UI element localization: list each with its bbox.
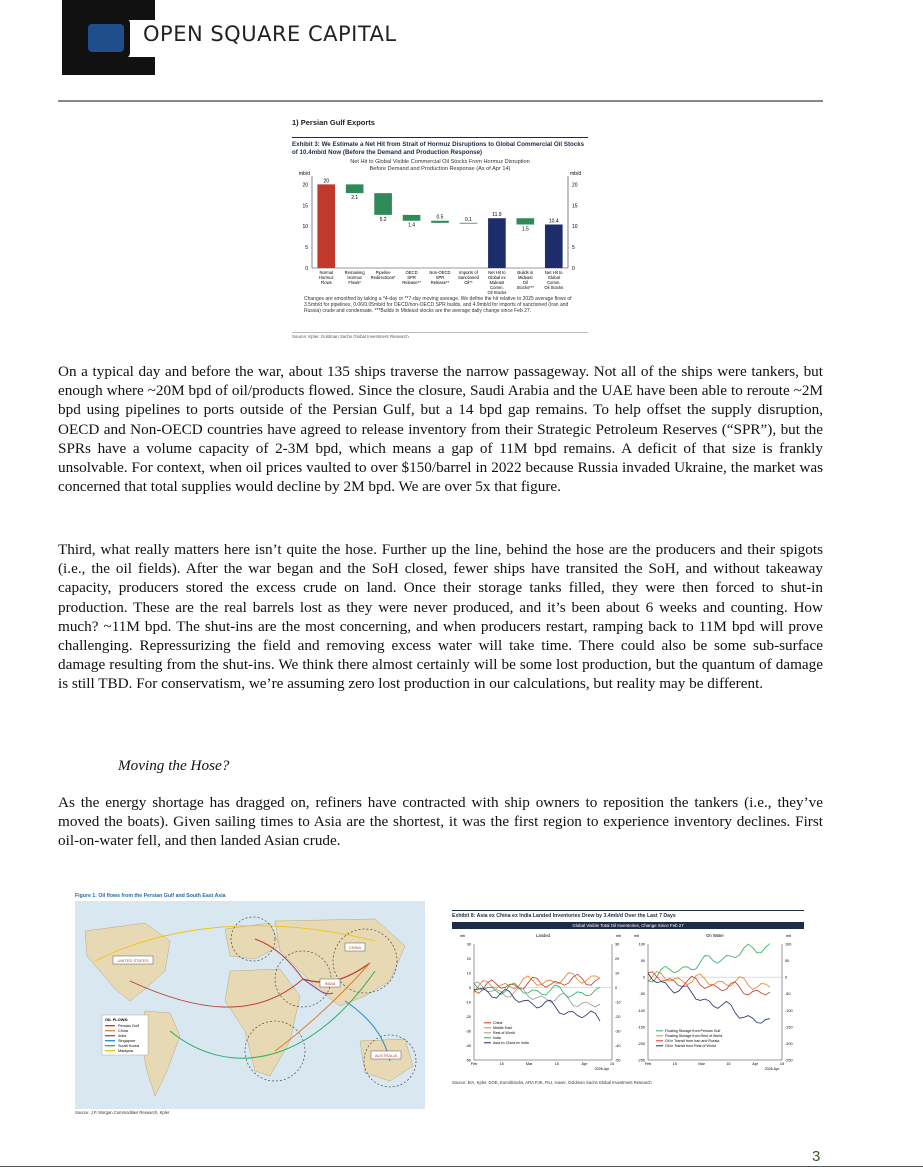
map-label-australia: AUSTRALIA [374,1053,398,1058]
map-legend-label: South Korea [118,1044,140,1048]
y-tick-label-right: -10 [615,1000,621,1005]
paragraph-reposition-tankers: As the energy shortage has dragged on, refiners have contracted with ship owners to reposition the tankers (i.e., they’ve moved the boats). Given sailing times to Asia are the shortest, it was the first region to experience inventory declines. First oil-on-water fell, and then landed Asian crude. [58,794,823,850]
y-tick-label-right: 5 [572,245,575,252]
x-tick-label: Oil Stocks [487,290,507,295]
series-legend-label: Oil in Transit from Rest of World [665,1044,716,1048]
y-tick-label-left: 10 [302,224,308,231]
exhibit-3 [292,118,588,339]
x-tick-label: Mar [525,1062,533,1066]
inventories-figure [452,910,804,1090]
y-axis-left-unit: mb/d [298,171,310,177]
panel-title-on-water: On Water [706,933,724,938]
company-name: OPEN SQUARE CAPITAL [143,22,397,46]
map-legend [102,1015,148,1055]
x-tick-label: Comm. [490,285,504,290]
x-tick-label: SPR [435,275,445,280]
chart-source: Source: Kpler, Goldman Sachs Global Investment Research [292,332,588,339]
series-legend-label: Oil in Transit from Iran and Russia [665,1039,720,1043]
x-tick-label: Sanctioned [457,275,479,280]
y-tick-label-right: -150 [785,1025,793,1030]
y-tick-label-right: 10 [572,224,578,231]
y-tick-label-left: 50 [640,959,645,964]
waterfall-bar [488,218,506,268]
y-tick-label-right: -200 [785,1041,793,1046]
x-tick-label: Release** [402,280,421,285]
map-legend-label: China [118,1029,128,1033]
x-tick-label: 15 [499,1062,504,1066]
x-tick-label: Redirections* [370,275,396,280]
x-tick-label: Mideast [489,280,505,285]
x-tick-label: Global ex [488,275,506,280]
footer-divider [0,1166,923,1167]
waterfall-bar [374,193,392,215]
x-tick-label: Hormuz [318,275,334,280]
y-tick-label-right: -40 [615,1044,621,1048]
page-number: 3 [812,1148,821,1165]
x-tick-label: Apr [581,1062,588,1066]
y-tick-label-left: -150 [637,1025,645,1030]
waterfall-bar [460,223,478,224]
x-tick-label: Flows [320,280,332,285]
y-tick-label-left: -200 [637,1041,645,1046]
y-tick-label-left: -10 [465,1000,471,1005]
inventories-figure-title: Exhibit 8: Asia ex China ex India Landed Inventories Drew by 3.4mb/d Over the Last 7 Days [452,910,804,919]
bar-value-label: 2.1 [351,195,359,202]
chart-subtitle-line2: Before Demand and Production Response (As of Apr 14) [369,165,511,172]
y-tick-label-right: 30 [615,942,620,947]
panel-unit-right: mb [786,934,792,938]
y-tick-label-right: -250 [785,1058,793,1063]
y-tick-label-left: 30 [466,942,471,947]
y-tick-label-left: -50 [465,1058,471,1063]
bar-value-label: 11.9 [492,212,502,219]
x-tick-label: Flows* [348,280,361,285]
section-heading-moving-the-hose: Moving the Hose? [118,757,230,774]
panel-unit-right: mb [616,934,622,938]
map-figure-title: Figure 1: Oil flows from the Persian Gulf and South East Asia [75,893,226,899]
panel-title-landed: Landed [536,933,550,938]
y-tick-label-left: 15 [302,203,308,210]
waterfall-bar [317,184,335,268]
x-tick-label: Feb [470,1062,478,1066]
inventories-chart [452,932,804,1077]
x-tick-label: Non-OECD [429,270,451,275]
map-label-india: INDIA [324,981,336,986]
y-tick-label-right: 0 [615,986,618,990]
y-tick-label-right: -100 [785,1008,793,1013]
x-tick-label: Mar [698,1062,705,1066]
map-legend-label: Malaysia [118,1049,133,1053]
chart-footnote: Changes are smoothed by taking a *4-day or **7-day moving average. We define the hit relative to 2025 average flows of 3.5mb/d for pipelines, 0.06/0.05mb/d for OECD/non-OECD SPR builds, and 4.9mb/d for imports of sanctioned (Iran and Russia) crude and condensate. ***Builds in Mideast stocks are the average daily change since Feb 27. [304,296,572,314]
y-axis-right-unit: mb/d [570,171,582,177]
bar-value-label: 0.1 [464,216,472,223]
x-tick-label: OECD [405,270,418,275]
x-tick-label: 15 [554,1062,559,1066]
world-map [75,901,425,1109]
bar-value-label: 0.5 [436,214,444,221]
y-tick-label-right: 100 [785,942,792,947]
y-tick-label-right: -50 [785,992,791,997]
y-tick-label-right: 20 [572,182,578,189]
y-tick-label-left: -250 [637,1058,645,1063]
y-tick-label-right: 20 [615,957,620,961]
x-tick-label: Comm. [547,280,561,285]
x-tick-label: 15 [726,1062,731,1066]
header-divider [58,100,823,102]
panel-unit-left: mb [634,934,640,938]
series-legend-label: Middle East [493,1026,512,1030]
y-tick-label-right: 10 [615,971,620,976]
x-tick-label: Net Hit to [488,270,506,275]
y-tick-label-left: 10 [466,971,471,976]
y-tick-label-left: 0 [642,975,645,980]
exhibit-title: Exhibit 3: We Estimate a Net Hit from Strait of Hormuz Disruptions to Global Commercial Oil Stocks of 10.4mb/d Now (Before the Demand and Production Response) [292,137,588,156]
waterfall-bar [346,184,364,193]
x-tick-label: Apr [752,1062,759,1066]
x-tick-label: Feb [644,1062,652,1066]
x-tick-label: Release** [430,280,450,285]
panel-unit-left: mb [460,934,466,938]
series-legend-label: Floating Storage from Persian Gulf [665,1029,721,1033]
series-legend-label: Asia ex China ex India [493,1041,529,1045]
waterfall-bar [431,221,449,223]
x-tick-label: Oil [522,280,528,285]
section-heading: 1) Persian Gulf Exports [292,118,375,127]
x-axis-year: 2026-Apr [764,1067,780,1071]
inventories-figure-source: Source: EIA, Kpler, DOE, EuroilStocks, ARA PJK, PAJ, Haver, Goldman Sachs Global Investment Research [452,1080,652,1085]
y-tick-label-right: 50 [785,959,790,964]
y-tick-label-right: -50 [615,1058,621,1063]
y-tick-label-left: -40 [465,1044,471,1048]
map-label-united-states: UNITED STATES [117,958,149,963]
bar-value-label: 5.2 [379,216,387,223]
y-tick-label-left: 20 [302,182,308,189]
y-tick-label-right: -30 [615,1029,621,1034]
x-tick-label: Global [547,275,560,280]
paragraph-producers: Third, what really matters here isn’t quite the hose. Further up the line, behind the hose are the producers and their spigots (i.e., the oil fields). After the war began and the SoH closed, fewer ships have transited the SoH, and without takeaway capacity, producers stored the excess crude on land. Once their storage tanks filled, they were then forced to shut-in production. These are the real barrels lost as they were never produced, and it’s been about 6 weeks and counting. How much? ~11M bpd. The shut-ins are the most concerning, and when producers restart, ramping back to 11M bpd will prove challenging. Repressurizing the field and removing excess water will take time. There could also be some sub-surface damage resulting from the shut-ins. We think there almost certainly will be some lost production, but the quantum of damage is still TBD. For conservatism, we’re assuming zero lost production in our calculations, but reality may be different. [58,541,823,693]
x-tick-label: Hormuz [347,275,363,280]
x-tick-label: Imports of [459,270,478,275]
x-tick-label: 15 [672,1062,677,1066]
series-legend-label: Floating Storage from Rest of World [665,1034,723,1038]
series-line [648,944,770,983]
map-label-china: CHINA [348,945,362,950]
bar-value-label: 1.5 [521,226,529,233]
y-tick-label-right: -20 [615,1015,621,1019]
x-tick-label: Pipeline [375,270,391,275]
map-legend-label: Persian Gulf [118,1024,139,1028]
paragraph-strait-flows: On a typical day and before the war, about 135 ships traverse the narrow passageway. Not all of the ships were tankers, but enough where ~20M bpd of oil/products flowed. Since the closure, Saudi Arabia and the UAE have been able to reroute ~2M bpd using pipelines to ports outside of the Persian Gulf, but a 14 bpd gap remains. To help offset the supply disruption, OECD and Non-OECD countries have agreed to release inventory from their Strategic Petroleum Reserves (“SPR”), but the SPRs have a volume capacity of 2-3M bpd, which means a gap of 11M bpd remains. A deficit of that size is frankly unsolvable. For context, when oil prices vaulted to over $150/barrel in 2022 because Russia invaded Ukraine, the market was concerned that total supplies would decline by 2M bpd. We are over 5x that figure. [58,363,823,496]
x-axis-year: 2026-Apr [594,1067,610,1071]
y-tick-label-left: 0 [305,266,308,272]
y-tick-label-left: 20 [466,957,471,961]
x-tick-label: SPR [407,275,416,280]
y-tick-label-right: 15 [572,203,578,210]
y-tick-label-left: -30 [465,1029,471,1034]
x-tick-label: 15 [779,1062,785,1066]
waterfall-bar [403,215,421,221]
series-line [474,982,600,1007]
map-legend-label: Singapore [118,1039,136,1043]
series-legend-label: Rest of World [493,1031,515,1035]
y-tick-label-left: 100 [638,942,645,947]
waterfall-chart [292,165,588,296]
map-legend-label: India [118,1034,127,1038]
series-legend-label: China [493,1021,503,1025]
x-tick-label: Oil** [464,280,473,285]
y-tick-label-right: 0 [572,266,575,272]
x-tick-label: Stocks*** [516,285,535,290]
map-legend-title: OIL FLOWS: [105,1017,129,1022]
x-tick-label: 15 [609,1062,615,1066]
y-tick-label-left: -50 [639,992,645,997]
bar-value-label: 10.4 [548,218,559,225]
series-legend-label: India [493,1036,501,1040]
x-tick-label: Mideast [517,275,533,280]
y-tick-label-left: 0 [468,986,471,990]
waterfall-bar [517,218,535,224]
x-tick-label: Oil Stocks [544,285,564,290]
chart-subtitle-line1: Net Hit to Global Visible Commercial Oil Stocks From Hormuz Disruption [350,159,530,165]
x-tick-label: Net Hit to [545,270,563,275]
x-tick-label: Remaining [344,270,365,275]
oil-flows-map-figure [75,893,425,1118]
y-tick-label-right: 0 [785,975,788,980]
inventories-figure-banner: Global Visible Total Oil Inventories, Change Since Feb 27 [452,922,804,929]
bar-value-label: 20 [323,178,330,185]
company-logo [60,0,155,75]
series-line [474,973,600,993]
y-tick-label-left: 5 [305,245,308,252]
map-figure-source: Source: J.P. Morgan Commodities Research, Kpler [75,1110,170,1115]
x-tick-label: Normal [319,270,333,275]
waterfall-bar [545,225,563,268]
x-tick-label: Builds in [517,270,534,275]
y-tick-label-left: -20 [465,1015,471,1019]
bar-value-label: 1.4 [408,222,416,229]
y-tick-label-left: -100 [637,1008,645,1013]
